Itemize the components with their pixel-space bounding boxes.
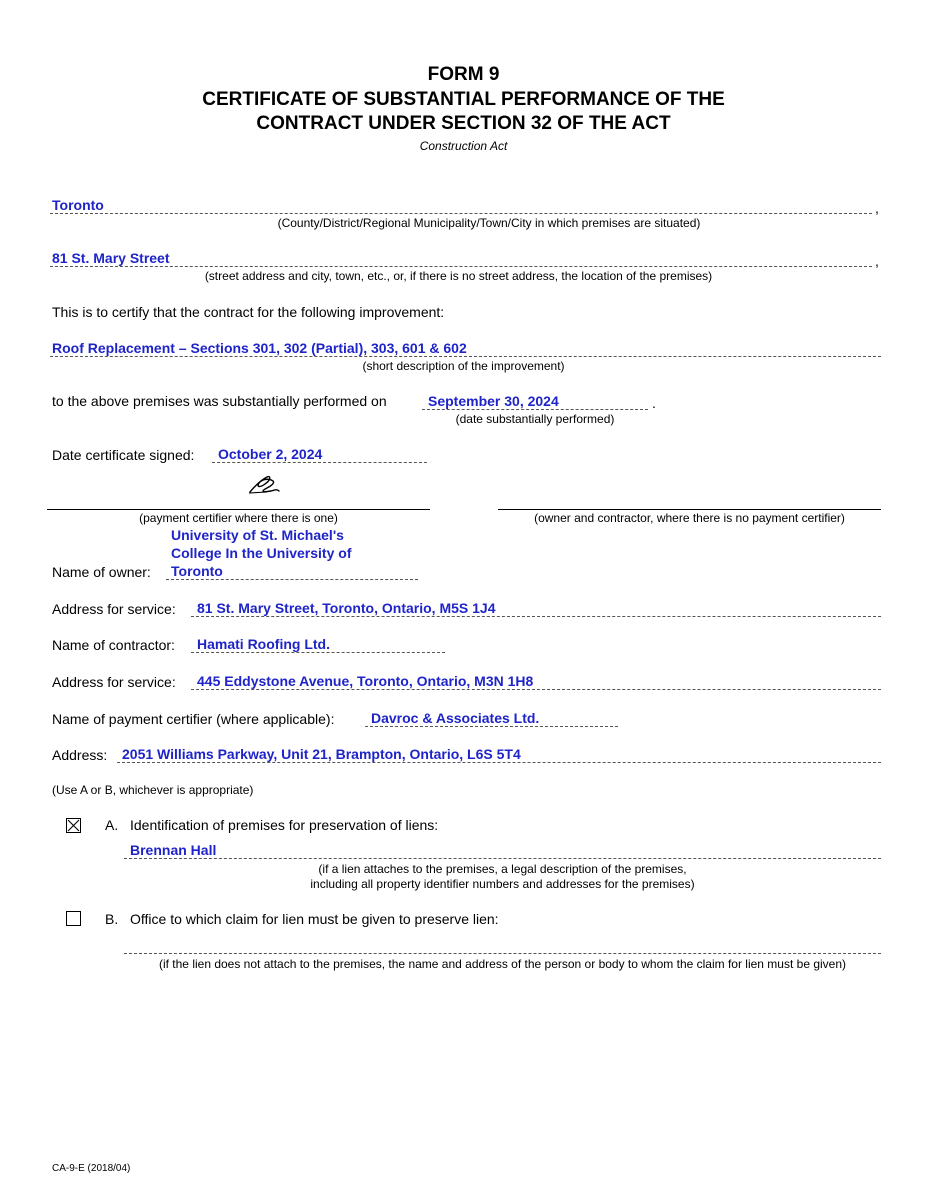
contractor-name-field[interactable]: Hamati Roofing Ltd. — [197, 636, 330, 652]
contractor-address-field[interactable]: 445 Eddystone Avenue, Toronto, Ontario, M3N 1H8 — [197, 673, 534, 689]
improvement-field[interactable]: Roof Replacement – Sections 301, 302 (Partial), 303, 601 & 602 — [52, 340, 467, 356]
signed-date-field[interactable]: October 2, 2024 — [218, 446, 323, 462]
form-title-line2: CONTRACT UNDER SECTION 32 OF THE ACT — [256, 113, 671, 134]
option-a-checkbox[interactable] — [66, 818, 81, 833]
municipality-caption: (County/District/Regional Municipality/Town/City in which premises are situated) — [277, 216, 701, 230]
contractor-label: Name of contractor: — [52, 637, 175, 653]
performance-period: . — [652, 395, 656, 411]
owner-name-line2[interactable]: College In the University of — [171, 545, 352, 561]
owner-address-label: Address for service: — [52, 601, 176, 617]
street-line — [50, 266, 872, 267]
form-title-line1: CERTIFICATE OF SUBSTANTIAL PERFORMANCE OF THE — [202, 89, 725, 110]
municipality-line — [50, 213, 872, 214]
signature-mark — [247, 474, 285, 496]
performance-label: to the above premises was substantially performed on — [52, 393, 387, 409]
municipality-comma: , — [875, 200, 879, 216]
payment-certifier-caption: (payment certifier where there is one) — [139, 511, 338, 525]
options-instruction: (Use A or B, whichever is appropriate) — [52, 783, 254, 797]
improvement-intro: This is to certify that the contract for the following improvement: — [52, 304, 445, 320]
owner-name-line — [166, 579, 418, 580]
performance-date-field[interactable]: September 30, 2024 — [428, 393, 559, 409]
owner-name-line1[interactable]: University of St. Michael's — [171, 527, 344, 543]
option-b-caption: (if the lien does not attach to the premises, the name and address of the person or body to whom the claim for lien must be given) — [158, 957, 847, 971]
improvement-caption: (short description of the improvement) — [362, 359, 565, 373]
signed-date-line — [212, 462, 427, 463]
option-b-label: Office to which claim for lien must be given to preserve lien: — [130, 911, 499, 927]
option-a-line — [124, 858, 881, 859]
street-comma: , — [875, 253, 879, 269]
performance-date-line — [422, 409, 648, 410]
certifier-name-field[interactable]: Davroc & Associates Ltd. — [371, 710, 540, 726]
owner-contractor-caption: (owner and contractor, where there is no payment certifier) — [534, 511, 845, 525]
certifier-address-field[interactable]: 2051 Williams Parkway, Unit 21, Brampton, Ontario, L6S 5T4 — [122, 746, 521, 762]
option-b-checkbox[interactable] — [66, 911, 81, 926]
form-code: CA-9-E (2018/04) — [52, 1163, 131, 1174]
act-name: Construction Act — [419, 139, 508, 153]
certifier-address-label: Address: — [52, 747, 108, 763]
payment-certifier-signature-line[interactable] — [47, 509, 430, 510]
certifier-name-line — [365, 726, 618, 727]
owner-label: Name of owner: — [52, 564, 151, 580]
contractor-address-label: Address for service: — [52, 674, 176, 690]
owner-address-field[interactable]: 81 St. Mary Street, Toronto, Ontario, M5S 1J4 — [197, 600, 496, 616]
owner-contractor-signature-line[interactable] — [498, 509, 881, 510]
performance-caption: (date substantially performed) — [455, 412, 615, 426]
option-a-caption-line1: (if a lien attaches to the premises, a legal description of the premises, — [318, 862, 687, 876]
signed-label: Date certificate signed: — [52, 447, 195, 463]
certifier-address-line — [117, 762, 881, 763]
option-a-label: Identification of premises for preservation of liens: — [130, 817, 439, 833]
street-field[interactable]: 81 St. Mary Street — [52, 250, 170, 266]
contractor-name-line — [191, 652, 445, 653]
improvement-line — [50, 356, 881, 357]
option-b-letter: B. — [105, 911, 119, 927]
option-a-field[interactable]: Brennan Hall — [130, 842, 217, 858]
form-number: FORM 9 — [427, 64, 500, 85]
option-b-line — [124, 953, 881, 954]
checked-x-icon — [67, 819, 80, 832]
contractor-address-line — [191, 689, 881, 690]
option-a-caption-line2: including all property identifier numbers and addresses for the premises) — [310, 877, 695, 891]
owner-address-line — [191, 616, 881, 617]
municipality-field[interactable]: Toronto — [52, 197, 104, 213]
owner-name-line3[interactable]: Toronto — [171, 563, 223, 579]
option-a-letter: A. — [105, 817, 119, 833]
certifier-label: Name of payment certifier (where applicable): — [52, 711, 335, 727]
street-caption: (street address and city, town, etc., or, if there is no street address, the location of the premises) — [204, 269, 713, 283]
